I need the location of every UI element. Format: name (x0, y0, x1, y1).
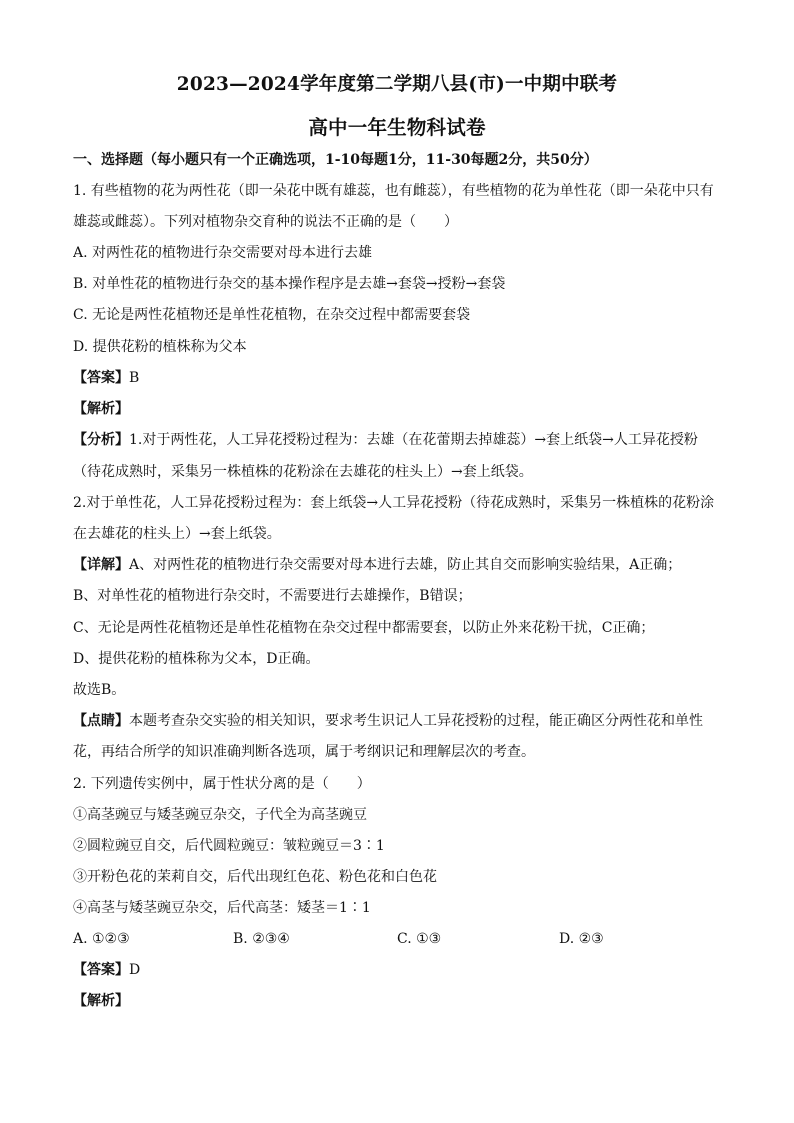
q1-detail-d: D、提供花粉的植株称为父本，D正确。 (73, 651, 320, 667)
fenxi-tag: 【分析】 (73, 432, 129, 448)
detail-tag: 【详解】 (73, 557, 129, 573)
q1-fenxi-line2: （待花成熟时，采集另一株植株的花粉涂在去雄花的柱头上）→套上纸袋。 (73, 464, 533, 480)
q1-fenxi-line4: 在去雄花的柱头上）→套上纸袋。 (73, 526, 281, 542)
comment-tag: 【点睛】 (73, 713, 129, 729)
q2-option-d: D. ②③ (559, 931, 604, 947)
q2-item-2: ②圆粒豌豆自交，后代圆粒豌豆：皱粒豌豆＝3∶1 (73, 838, 385, 854)
q1-analysis-tag: 【解析】 (73, 401, 129, 417)
q2-option-b: B. ②③④ (233, 931, 290, 947)
q2-analysis-tag: 【解析】 (73, 993, 129, 1009)
q2-item-3: ③开粉色花的茉莉自交，后代出现红色花、粉色花和白色花 (73, 869, 437, 885)
q2-option-c: C. ①③ (397, 931, 442, 947)
answer-value: B (129, 370, 140, 386)
page-title: 2023—2024学年度第二学期八县(市)一中期中联考 (176, 74, 618, 95)
comment-text: 本题考查杂交实验的相关知识，要求考生识记人工异花授粉的过程，能正确区分两性花和单性 (129, 713, 703, 729)
answer-tag: 【答案】 (73, 962, 129, 978)
detail-a-text: A、对两性花的植物进行杂交需要对母本进行去雄，防止其自交而影响实验结果，A正确； (129, 557, 682, 573)
q1-option-a: A. 对两性花的植物进行杂交需要对母本进行去雄 (73, 245, 373, 261)
q2-option-a: A. ①②③ (73, 931, 130, 947)
q1-fenxi-line3: 2.对于单性花，人工异花授粉过程为：套上纸袋→人工异花授粉（待花成熟时，采集另一株植株的花粉涂 (73, 495, 715, 511)
q1-detail-c: C、无论是两性花植物还是单性花植物在杂交过程中都需要套，以防止外来花粉干扰，C正确； (73, 620, 655, 636)
q2-item-1: ①高茎豌豆与矮茎豌豆杂交，子代全为高茎豌豆 (73, 807, 367, 823)
q2-options-row (73, 929, 723, 949)
section-heading: 一、选择题（每小题只有一个正确选项，1-10每题1分，11-30每题2分，共50分） (73, 152, 598, 168)
answer-tag: 【答案】 (73, 370, 129, 386)
fenxi-text: 1.对于两性花，人工异花授粉过程为：去雄（在花蕾期去掉雄蕊）→套上纸袋→人工异花授粉 (129, 432, 698, 448)
q1-option-b: B. 对单性花的植物进行杂交的基本操作程序是去雄→套袋→授粉→套袋 (73, 276, 506, 292)
q1-comment-line1 (73, 711, 723, 731)
q2-answer (73, 960, 723, 980)
q1-detail-b: B、对单性花的植物进行杂交时，不需要进行去雄操作，B错误； (73, 588, 472, 604)
q1-stem-line1: 1. 有些植物的花为两性花（即一朵花中既有雄蕊，也有雌蕊），有些植物的花为单性花（即一朵花中只有 (73, 183, 714, 199)
q1-detail-a (73, 555, 723, 575)
q1-fenxi-line1 (73, 430, 723, 450)
page-subtitle: 高中一年生物科试卷 (308, 116, 486, 139)
q2-item-4: ④高茎与矮茎豌豆杂交，后代高茎：矮茎＝1∶1 (73, 900, 371, 916)
q1-comment-line2: 花，再结合所学的知识准确判断各选项，属于考纲识记和理解层次的考查。 (73, 744, 535, 760)
answer-value: D (129, 962, 141, 978)
q1-answer (73, 368, 723, 388)
q1-stem-line2: 雄蕊或雌蕊）。下列对植物杂交育种的说法不正确的是（ ） (73, 214, 458, 230)
q2-stem: 2. 下列遗传实例中，属于性状分离的是（ ） (73, 776, 371, 792)
q1-choose: 故选B。 (73, 682, 126, 698)
q1-option-d: D. 提供花粉的植株称为父本 (73, 339, 247, 355)
q1-option-c: C. 无论是两性花植物还是单性花植物，在杂交过程中都需要套袋 (73, 307, 471, 323)
